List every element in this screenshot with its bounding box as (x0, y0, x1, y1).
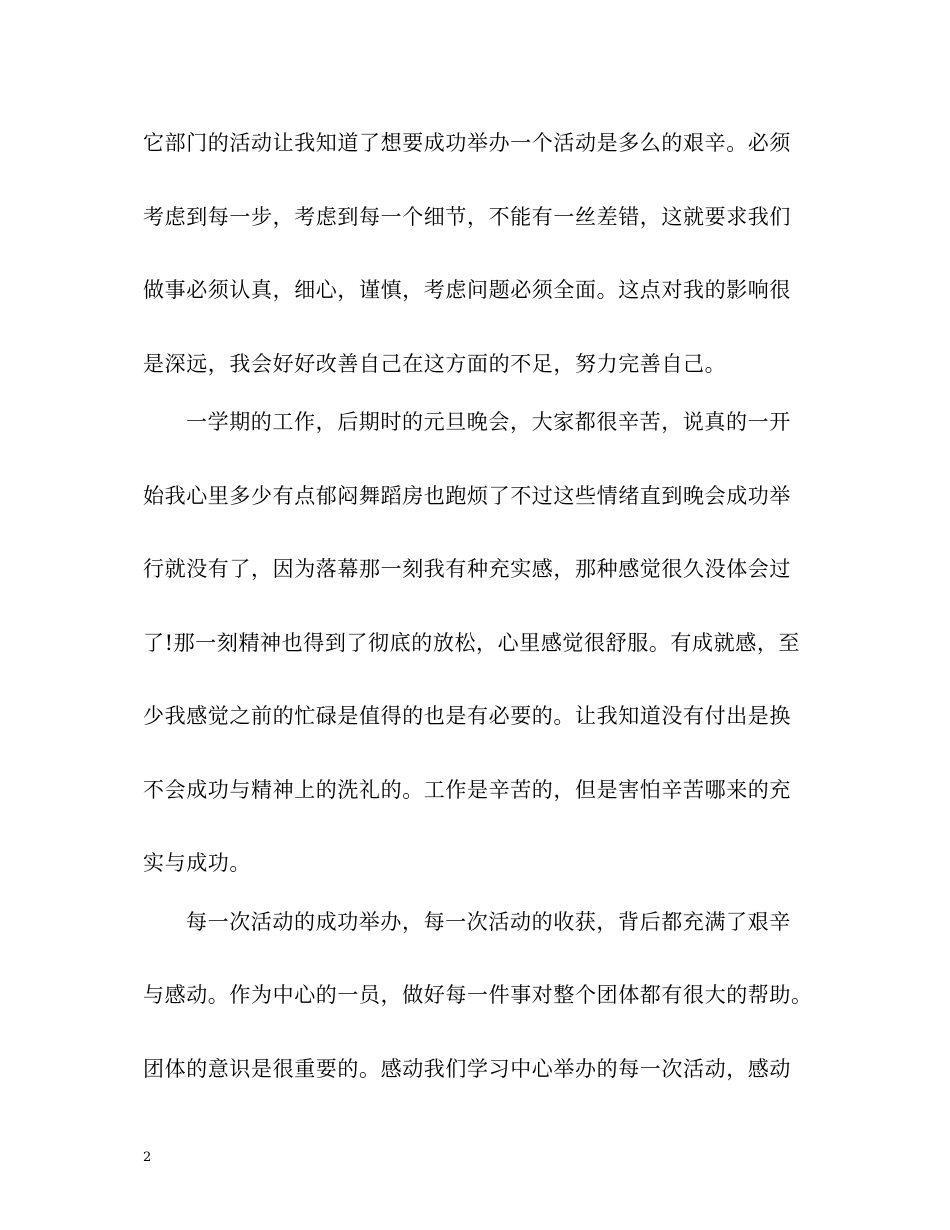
text-line-13: 与感动。作为中心的一员，做好每一件事对整个团体都有很大的帮助。 (143, 983, 813, 1007)
text-line-11: 实与成功。 (143, 851, 251, 875)
text-line-8: 了!那一刻精神也得到了彻底的放松，心里感觉很舒服。有成就感，至 (143, 631, 801, 655)
text-line-9: 少我感觉之前的忙碌是值得的也是有必要的。让我知道没有付出是换 (143, 704, 791, 728)
text-line-10: 不会成功与精神上的洗礼的。工作是辛苦的，但是害怕辛苦哪来的充 (143, 778, 791, 802)
paragraph-3-line-1: 每一次活动的成功举办，每一次活动的收获，背后都充满了艰辛 (186, 910, 791, 934)
text-line-14: 团体的意识是很重要的。感动我们学习中心举办的每一次活动，感动 (143, 1057, 791, 1081)
text-line-7: 行就没有了，因为落幕那一刻我有种充实感，那种感觉很久没体会过 (143, 557, 791, 581)
text-line-6: 始我心里多少有点郁闷舞蹈房也跑烦了不过这些情绪直到晚会成功举 (143, 484, 791, 508)
paragraph-2-line-1: 一学期的工作，后期时的元旦晚会，大家都很辛苦，说真的一开 (186, 410, 791, 434)
text-line-2: 考虑到每一步，考虑到每一个细节，不能有一丝差错，这就要求我们 (143, 205, 791, 229)
text-line-4: 是深远，我会好好改善自己在这方面的不足，努力完善自己。 (143, 352, 727, 376)
page-number: 2 (143, 1150, 152, 1165)
text-line-3: 做事必须认真，细心，谨慎，考虑问题必须全面。这点对我的影响很 (143, 278, 791, 302)
text-line-1: 它部门的活动让我知道了想要成功举办一个活动是多么的艰辛。必须 (143, 131, 791, 155)
